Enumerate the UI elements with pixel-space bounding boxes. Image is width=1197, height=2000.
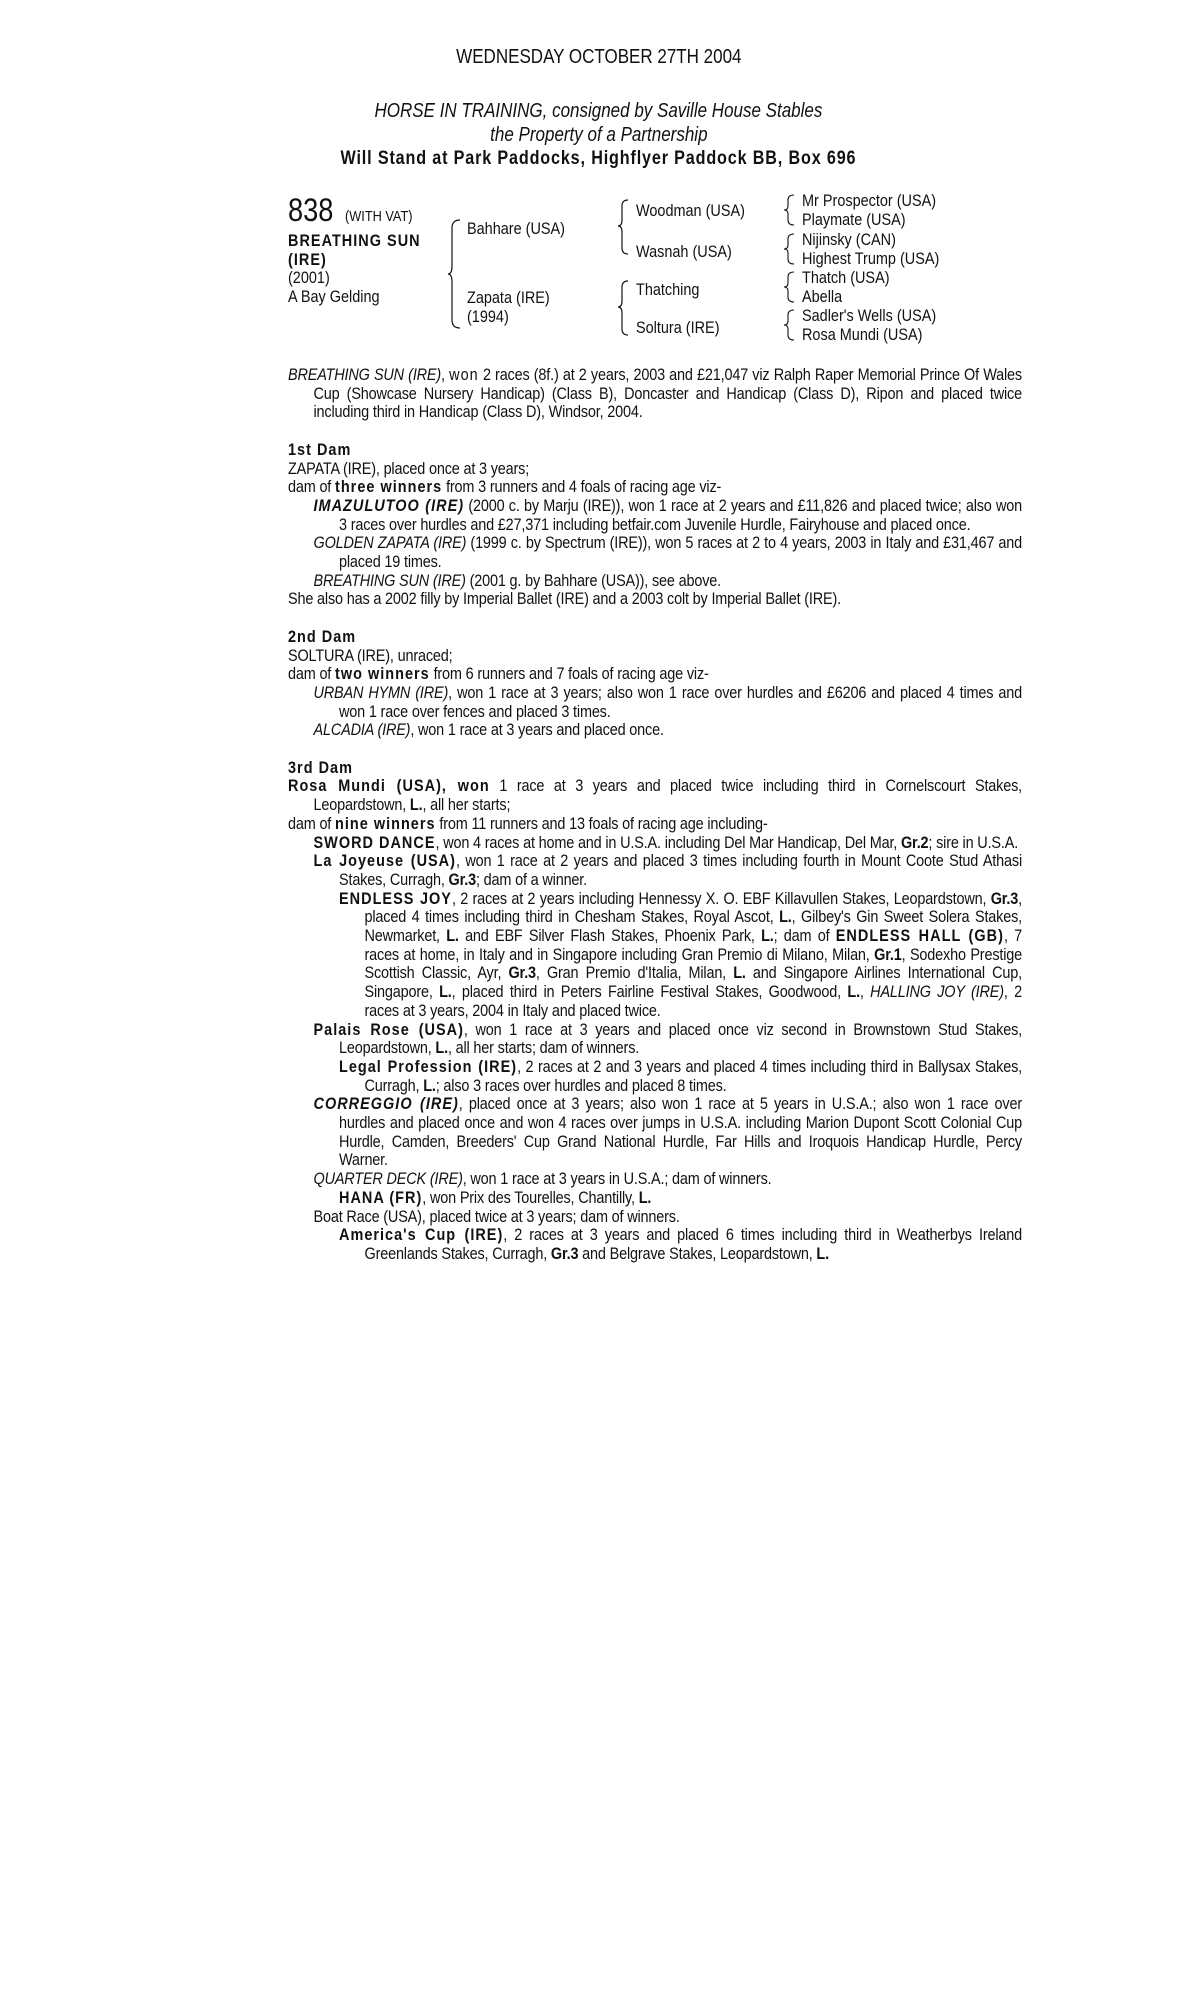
dam3-line2: dam of nine winners from 11 runners and 13 foals of racing age including- (288, 813, 768, 833)
dam3-sword-dance: SWORD DANCE, won 4 races at home and in U.S.A. including Del Mar Handicap, Del Mar, Gr.2; sire in U.S.A. (313, 832, 1019, 852)
gap (288, 422, 1022, 441)
pedigree-brace-3b (784, 232, 796, 266)
dam3-quarter-deck: QUARTER DECK (IRE), won 1 race at 3 years in U.S.A.; dam of winners. (313, 1169, 772, 1189)
dam3-legal-profession: Legal Profession (IRE), 2 races at 2 and 3 years and placed 4 times including third in Ballysax Stakes, Curragh, L.; also 3 races over hurdles and placed 8 times. (339, 1056, 1023, 1095)
dam2-offspring-1: URBAN HYMN (IRE), won 1 race at 3 years; also won 1 race over hurdles and £6206 and placed 4 times and won 1 race over fences and placed 3 times. (313, 682, 1022, 721)
pedigree-dam-dam: Soltura (IRE) (636, 318, 720, 337)
pedigree-brace-3c (784, 270, 796, 304)
pedigree-gen3-b: Nijinsky (CAN) Highest Trump (USA) (802, 230, 940, 268)
pedigree-gen3-d: Sadler's Wells (USA) Rosa Mundi (USA) (802, 306, 937, 344)
pedigree-sire: Bahhare (USA) (467, 219, 565, 238)
intro-paragraph: BREATHING SUN (IRE), won 2 races (8f.) at 2 years, 2003 and £21,047 viz Ralph Raper Memorial Prince Of Wales Cup (Showcase Nursery Handicap) (Class B), Doncaster and Handicap (Class D), Ripon and placed twice including third in Handicap (Class D), Windsor, 2004. (288, 365, 1022, 422)
gap (288, 740, 1022, 759)
catalogue-body (288, 366, 1022, 1264)
pedigree-gen3-a: Mr Prospector (USA) Playmate (USA) (802, 191, 937, 229)
dam1-title: 1st Dam (288, 439, 352, 459)
dam2-line1: SOLTURA (IRE), unraced; (288, 645, 453, 665)
dam2-offspring-2: ALCADIA (IRE), won 1 race at 3 years and placed once. (313, 720, 664, 740)
dam1-also: She also has a 2002 filly by Imperial Ballet (IRE) and a 2003 colt by Imperial Ballet (IRE). (288, 589, 842, 609)
pedigree-brace-2a (618, 198, 630, 256)
dam3-la-joyeuse: La Joyeuse (USA), won 1 race at 2 years and placed 3 times including fourth in Mount Coote Stud Athasi Stakes, Curragh, Gr.3; dam of a winner. (313, 851, 1022, 889)
dam3-hana: HANA (FR), won Prix des Tourelles, Chantilly, L. (339, 1187, 652, 1207)
dam3-americas-cup: America's Cup (IRE), 2 races at 3 years and placed 6 times including third in Weatherbys Ireland Greenlands Stakes, Curragh, Gr.3 and Belgrave Stakes, Leopardstown, L. (339, 1225, 1022, 1263)
pedigree-sire-dam: Wasnah (USA) (636, 242, 732, 261)
dam3-rosa-mundi: Rosa Mundi (USA), won 1 race at 3 years and placed twice including third in Cornelscourt Stakes, Leopardstown, L., all her starts; (288, 776, 1023, 815)
lot-number: 838 (288, 192, 334, 228)
location-line: Will Stand at Park Paddocks, Highflyer Paddock BB, Box 696 (340, 148, 857, 169)
dam2-line2: dam of two winners from 6 runners and 7 foals of racing age viz- (288, 664, 709, 684)
pedigree-brace-3d (784, 308, 796, 342)
pedigree-sire-sire: Woodman (USA) (636, 201, 745, 220)
dam3-title: 3rd Dam (288, 757, 353, 777)
gap (288, 609, 1022, 628)
dam1-offspring-2: GOLDEN ZAPATA (IRE) (1999 c. by Spectrum (IRE)), won 5 races at 2 to 4 years, 2003 in Italy and £31,467 and placed 19 times. (313, 533, 1023, 572)
pedigree-dam-sire: Thatching (636, 280, 700, 299)
pedigree-brace-1 (448, 218, 462, 330)
pedigree-gen3-c: Thatch (USA) Abella (802, 268, 890, 306)
dam1-offspring-1: IMAZULUTOO (IRE) (2000 c. by Marju (IRE)), won 1 race at 2 years and £11,826 and placed twice; also won 3 races over hurdles and £27,371 including betfair.com Juvenile Hurdle, Fairyhouse and placed once. (313, 495, 1022, 534)
dam3-boat-race: Boat Race (USA), placed twice at 3 years; dam of winners. (313, 1206, 680, 1226)
pedigree-brace-3a (784, 193, 796, 227)
dam2-title: 2nd Dam (288, 626, 357, 646)
pedigree-brace-2b (618, 279, 630, 337)
sale-date: WEDNESDAY OCTOBER 27TH 2004 (455, 46, 742, 68)
dam1-line2: dam of three winners from 3 runners and 4 foals of racing age viz- (288, 477, 722, 497)
dam1-offspring-3: BREATHING SUN (IRE) (2001 g. by Bahhare (USA)), see above. (313, 570, 721, 590)
dam3-palais-rose: Palais Rose (USA), won 1 race at 3 years and placed once viz second in Brownstown Stud Stakes, Leopardstown, L., all her starts; dam of winners. (313, 1019, 1022, 1058)
dam1-line1: ZAPATA (IRE), placed once at 3 years; (288, 458, 530, 478)
consignor-line: HORSE IN TRAINING, consigned by Saville House Stables (374, 100, 823, 122)
property-line: the Property of a Partnership (489, 124, 708, 146)
pedigree-dam: Zapata (IRE) (1994) (467, 288, 550, 326)
dam3-endless-joy: ENDLESS JOY, 2 races at 2 years including Hennessy X. O. EBF Killavullen Stakes, Leopardstown, Gr.3, placed 4 times including third in Chesham Stakes, Royal Ascot, L., Gilbey's Gin Sweet Solera Stakes, Newmarket, L. and EBF Silver Flash Stakes, Phoenix Park, L.; dam of ENDLESS HALL (GB), 7 races at home, in Italy and in Singapore including Gran Premio di Milano, Milan, Gr.1, Sodexho Prestige Scottish Classic, Ayr, Gr.3, Gran Premio d'Italia, Milan, L. and Singapore Airlines International Cup, Singapore, L., placed third in Peters Fairline Festival Stakes, Goodwood, L., HALLING JOY (IRE), 2 races at 3 years, 2004 in Italy and placed twice. (339, 888, 1023, 1020)
dam3-correggio: CORREGGIO (IRE), placed once at 3 years; also won 1 race at 5 years in U.S.A.; also won 1 race over hurdles and placed once and won 4 races over jumps in U.S.A. including Marion Dupont Scott Colonial Cup Hurdle, Camden, Breeders' Cup Grand National Hurdle, Far Hills and Iroquois Handicap Hurdle, Percy Warner. (313, 1094, 1022, 1170)
vat-note: (WITH VAT) (345, 208, 413, 225)
horse-name: BREATHING SUN (IRE) (2001) A Bay Gelding (288, 231, 421, 307)
